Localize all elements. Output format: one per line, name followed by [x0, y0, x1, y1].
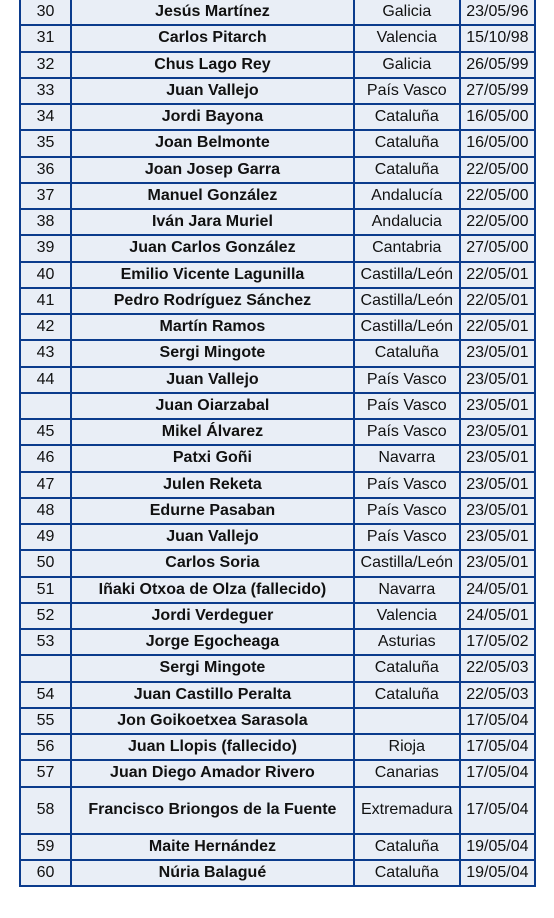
- table-row: [19, 131, 536, 157]
- row-number: 39: [19, 236, 72, 260]
- table-row: [19, 368, 536, 394]
- region: Extremadura: [355, 788, 461, 833]
- region: Andalucia: [355, 210, 461, 234]
- summit-date: 24/05/01: [461, 604, 536, 628]
- row-number: [19, 656, 72, 680]
- climber-name: Martín Ramos: [72, 315, 355, 339]
- table-row: [19, 630, 536, 656]
- summit-date: 22/05/01: [461, 263, 536, 287]
- table-row: [19, 604, 536, 630]
- summit-date: 23/05/01: [461, 499, 536, 523]
- row-number: 42: [19, 315, 72, 339]
- row-number: 34: [19, 105, 72, 129]
- climbers-table: [19, 0, 536, 887]
- row-number: 46: [19, 446, 72, 470]
- table-row: [19, 210, 536, 236]
- table-row: [19, 735, 536, 761]
- climber-name: Emilio Vicente Lagunilla: [72, 263, 355, 287]
- climber-name: Jon Goikoetxea Sarasola: [72, 709, 355, 733]
- table-row: [19, 158, 536, 184]
- table-row: [19, 446, 536, 472]
- region: País Vasco: [355, 79, 461, 103]
- region: País Vasco: [355, 394, 461, 418]
- region: Cantabria: [355, 236, 461, 260]
- table-row: [19, 315, 536, 341]
- summit-date: 22/05/03: [461, 683, 536, 707]
- region: Andalucía: [355, 184, 461, 208]
- region: Navarra: [355, 578, 461, 602]
- row-number: 50: [19, 551, 72, 575]
- region: Cataluña: [355, 131, 461, 155]
- region: Castilla/León: [355, 551, 461, 575]
- climber-name: Iván Jara Muriel: [72, 210, 355, 234]
- row-number: 49: [19, 525, 72, 549]
- summit-date: 23/05/01: [461, 525, 536, 549]
- row-number: 53: [19, 630, 72, 654]
- region: País Vasco: [355, 420, 461, 444]
- region: Cataluña: [355, 861, 461, 885]
- table-row: [19, 656, 536, 682]
- row-number: 32: [19, 53, 72, 77]
- climber-name: Jorge Egocheaga: [72, 630, 355, 654]
- row-number: 48: [19, 499, 72, 523]
- row-number: 36: [19, 158, 72, 182]
- region: Valencia: [355, 26, 461, 50]
- summit-date: 17/05/02: [461, 630, 536, 654]
- row-number: 52: [19, 604, 72, 628]
- climber-name: Juan Vallejo: [72, 368, 355, 392]
- climber-name: Joan Josep Garra: [72, 158, 355, 182]
- summit-date: 22/05/01: [461, 289, 536, 313]
- climber-name: Maite Hernández: [72, 835, 355, 859]
- region: Cataluña: [355, 341, 461, 365]
- table-row: [19, 26, 536, 52]
- table-row: [19, 835, 536, 861]
- region: Asturias: [355, 630, 461, 654]
- climber-name: Chus Lago Rey: [72, 53, 355, 77]
- summit-date: 17/05/04: [461, 788, 536, 833]
- row-number: 47: [19, 473, 72, 497]
- climber-name: Juan Llopis (fallecido): [72, 735, 355, 759]
- row-number: 55: [19, 709, 72, 733]
- row-number: 54: [19, 683, 72, 707]
- row-number: 59: [19, 835, 72, 859]
- row-number: 30: [19, 0, 72, 24]
- table-row: [19, 53, 536, 79]
- summit-date: 23/05/01: [461, 473, 536, 497]
- region: Rioja: [355, 735, 461, 759]
- table-row: [19, 861, 536, 887]
- summit-date: 27/05/00: [461, 236, 536, 260]
- summit-date: 23/05/01: [461, 446, 536, 470]
- region: Cataluña: [355, 656, 461, 680]
- summit-date: 16/05/00: [461, 105, 536, 129]
- row-number: 43: [19, 341, 72, 365]
- table-row: [19, 341, 536, 367]
- table-row: [19, 184, 536, 210]
- summit-date: 23/05/01: [461, 551, 536, 575]
- region: Galicia: [355, 0, 461, 24]
- summit-date: 22/05/00: [461, 210, 536, 234]
- table-row: [19, 499, 536, 525]
- table-row: [19, 788, 536, 835]
- table-row: [19, 525, 536, 551]
- summit-date: 23/05/01: [461, 420, 536, 444]
- climber-name: Carlos Pitarch: [72, 26, 355, 50]
- region: País Vasco: [355, 499, 461, 523]
- region: Valencia: [355, 604, 461, 628]
- region: Cataluña: [355, 105, 461, 129]
- row-number: 31: [19, 26, 72, 50]
- row-number: 60: [19, 861, 72, 885]
- summit-date: 22/05/03: [461, 656, 536, 680]
- region: Cataluña: [355, 835, 461, 859]
- row-number: 44: [19, 368, 72, 392]
- summit-date: 22/05/00: [461, 158, 536, 182]
- region: Castilla/León: [355, 263, 461, 287]
- climber-name: Núria Balagué: [72, 861, 355, 885]
- climber-name: Joan Belmonte: [72, 131, 355, 155]
- climber-name: Sergi Mingote: [72, 341, 355, 365]
- summit-date: 17/05/04: [461, 709, 536, 733]
- summit-date: 17/05/04: [461, 761, 536, 785]
- region: Canarias: [355, 761, 461, 785]
- summit-date: 26/05/99: [461, 53, 536, 77]
- summit-date: 22/05/00: [461, 184, 536, 208]
- region: Cataluña: [355, 683, 461, 707]
- summit-date: 27/05/99: [461, 79, 536, 103]
- summit-date: 23/05/96: [461, 0, 536, 24]
- region: Galicia: [355, 53, 461, 77]
- summit-date: 24/05/01: [461, 578, 536, 602]
- climber-name: Juan Vallejo: [72, 79, 355, 103]
- row-number: 45: [19, 420, 72, 444]
- table-row: [19, 105, 536, 131]
- region: Castilla/León: [355, 289, 461, 313]
- summit-date: 23/05/01: [461, 394, 536, 418]
- summit-date: 15/10/98: [461, 26, 536, 50]
- summit-date: 16/05/00: [461, 131, 536, 155]
- row-number: 57: [19, 761, 72, 785]
- climber-name: Mikel Álvarez: [72, 420, 355, 444]
- climber-name: Manuel González: [72, 184, 355, 208]
- row-number: 58: [19, 788, 72, 833]
- row-number: 40: [19, 263, 72, 287]
- region: Castilla/León: [355, 315, 461, 339]
- climber-name: Juan Oiarzabal: [72, 394, 355, 418]
- table-row: [19, 263, 536, 289]
- climber-name: Juan Carlos González: [72, 236, 355, 260]
- climber-name: Juan Diego Amador Rivero: [72, 761, 355, 785]
- table-row: [19, 473, 536, 499]
- climber-name: Francisco Briongos de la Fuente: [72, 788, 355, 833]
- region: País Vasco: [355, 473, 461, 497]
- summit-date: 19/05/04: [461, 861, 536, 885]
- row-number: 56: [19, 735, 72, 759]
- table-row: [19, 236, 536, 262]
- table-row: [19, 79, 536, 105]
- table-row: [19, 578, 536, 604]
- region: País Vasco: [355, 525, 461, 549]
- climber-name: Edurne Pasaban: [72, 499, 355, 523]
- climber-name: Pedro Rodríguez Sánchez: [72, 289, 355, 313]
- climber-name: Sergi Mingote: [72, 656, 355, 680]
- climber-name: Iñaki Otxoa de Olza (fallecido): [72, 578, 355, 602]
- climber-name: Carlos Soria: [72, 551, 355, 575]
- table-row: [19, 761, 536, 787]
- summit-date: 23/05/01: [461, 368, 536, 392]
- region: País Vasco: [355, 368, 461, 392]
- region: Cataluña: [355, 158, 461, 182]
- table-row: [19, 683, 536, 709]
- climber-name: Jesús Martínez: [72, 0, 355, 24]
- table-row: [19, 0, 536, 26]
- table-row: [19, 709, 536, 735]
- summit-date: 17/05/04: [461, 735, 536, 759]
- row-number: 33: [19, 79, 72, 103]
- region: [355, 709, 461, 733]
- row-number: 38: [19, 210, 72, 234]
- climber-name: Julen Reketa: [72, 473, 355, 497]
- climber-name: Jordi Verdeguer: [72, 604, 355, 628]
- row-number: 51: [19, 578, 72, 602]
- summit-date: 23/05/01: [461, 341, 536, 365]
- climber-name: Jordi Bayona: [72, 105, 355, 129]
- climber-name: Patxi Goñi: [72, 446, 355, 470]
- table-row: [19, 394, 536, 420]
- climber-name: Juan Castillo Peralta: [72, 683, 355, 707]
- summit-date: 19/05/04: [461, 835, 536, 859]
- row-number: 37: [19, 184, 72, 208]
- row-number: 35: [19, 131, 72, 155]
- table-row: [19, 420, 536, 446]
- row-number: 41: [19, 289, 72, 313]
- table-row: [19, 551, 536, 577]
- climber-name: Juan Vallejo: [72, 525, 355, 549]
- row-number: [19, 394, 72, 418]
- region: Navarra: [355, 446, 461, 470]
- table-row: [19, 289, 536, 315]
- summit-date: 22/05/01: [461, 315, 536, 339]
